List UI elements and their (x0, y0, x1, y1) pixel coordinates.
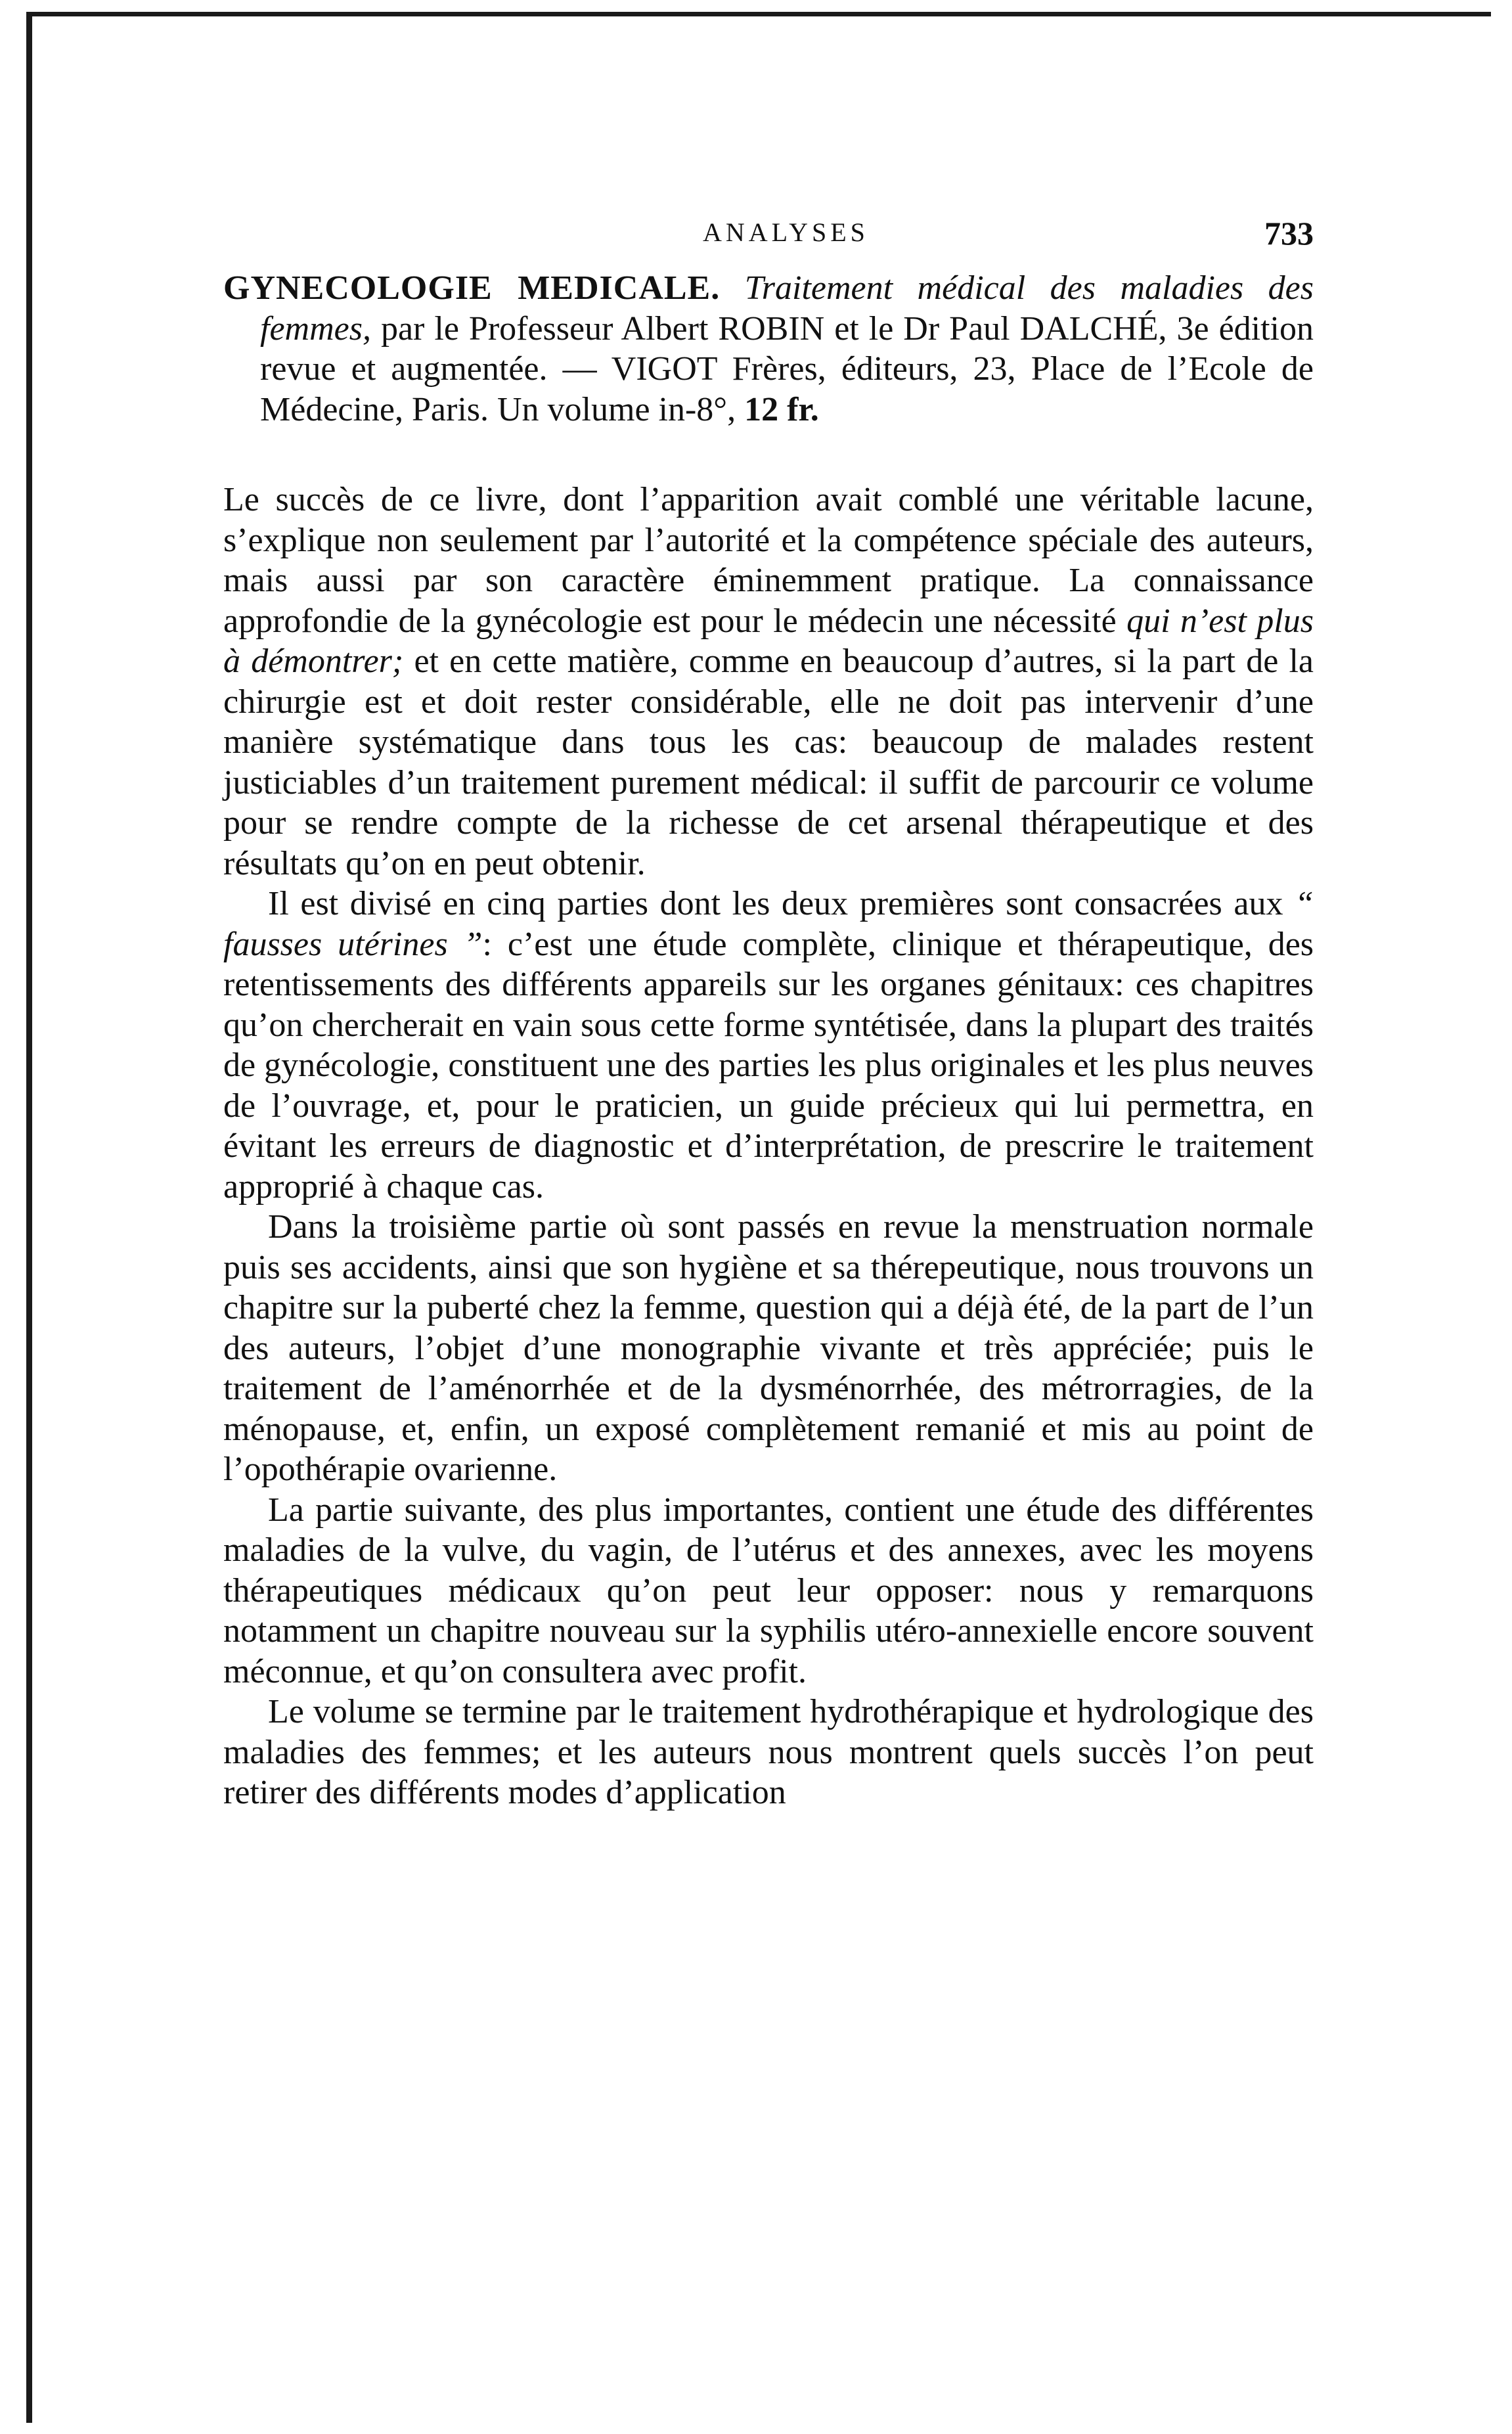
paragraph-text: Dans la troisième partie où sont passés en revue la menstruation normale puis ses accidents, ainsi que son hygiène et sa thérepeutique, nous trouvons un chapitre sur la puberté chez la femme, question qui a déjà été, de la part de l’un des auteurs, l’objet d’une monographie vivante et très appréciée; puis le traitement de l’aménorrhée et de la dysménorrhée, des métrorragies, de la ménopause, et, enfin, un exposé complètement remanié et mis au point de l’opothérapie ovarienne. (223, 1208, 1314, 1488)
paragraph-text: Le volume se termine par le traitement hydrothérapique et hydrologique des maladies des femmes; et les auteurs nous montrent quels succès l’on peut retirer des différents modes d’application (223, 1693, 1314, 1811)
top-border-rule (26, 12, 1491, 16)
left-border-rule (26, 12, 32, 2423)
bibliographic-entry (223, 268, 1314, 430)
book-page (223, 217, 1314, 1813)
paragraph (223, 1692, 1314, 1813)
paragraph-rest: : c’est une étude complète, clinique et thérapeutique, des retentissements des différents appareils sur les organes génitaux: ces chapitres qu’on chercherait en vain sous cette forme syntétisée, dans la plupart des traités de gynécologie, constituent une des parties les plus originales et les plus neuves de l’ouvrage, et, pour le praticien, un guide précieux qui lui permettra, en évitant les erreurs de diagnostic et d’interprétation, de prescrire le traitement approprié à chaque cas. (223, 925, 1314, 1206)
paragraph (223, 1207, 1314, 1490)
page-number: 733 (1264, 215, 1314, 252)
paragraph (223, 884, 1314, 1207)
running-head (223, 217, 1314, 263)
paragraph-text: La partie suivante, des plus importantes, contient une étude des différentes maladies de la vulve, du vagin, de l’utérus et des annexes, avec les moyens thérapeutiques médicaux qu’on peut leur opposer: nous y remarquons notamment un chapitre nouveau sur la syphilis utéro-annexielle encore souvent méconnue, et qu’on consultera avec profit. (223, 1491, 1314, 1690)
paragraph-italic: “ fausses utérines ” (223, 885, 1314, 963)
book-price: 12 fr. (744, 390, 819, 428)
paragraph-text: Il est divisé en cinq parties dont les deux premières sont consacrées aux (268, 885, 1283, 922)
section-heading: GYNECOLOGIE MEDICALE. (223, 269, 721, 307)
paragraph (223, 480, 1314, 884)
book-details: par le Professeur Albert ROBIN et le Dr Paul DALCHÉ, 3e édition revue et augmentée. — VIGOT Frères, éditeurs, 23, Place de l’Ecole de Médecine, Paris. Un volume in-8°, (260, 309, 1314, 428)
review-text (223, 480, 1314, 1813)
book-title: Traitement médical des maladies des femmes, (260, 269, 1314, 348)
paragraph-text: Le succès de ce livre, dont l’apparition avait comblé une véritable lacune, s’explique non seulement par l’autorité et la compétence spéciale des auteurs, mais aussi par son caractère éminemment pratique. La connaissance approfondie de la gynécologie est pour le médecin une nécessité (223, 481, 1314, 640)
paragraph-rest: et en cette matière, comme en beaucoup d’autres, si la part de la chirurgie est et doit rester considérable, elle ne doit pas intervenir d’une manière systématique dans tous les cas: beaucoup de malades restent justiciables d’un traitement purement médical: il suffit de parcourir ce volume pour se rendre compte de la richesse de cet arsenal thérapeutique et des résultats qu’on en peut obtenir. (223, 642, 1314, 882)
paragraph-italic: qui n’est plus à démontrer; (223, 602, 1314, 680)
running-title: ANALYSES (703, 217, 869, 247)
paragraph (223, 1490, 1314, 1692)
